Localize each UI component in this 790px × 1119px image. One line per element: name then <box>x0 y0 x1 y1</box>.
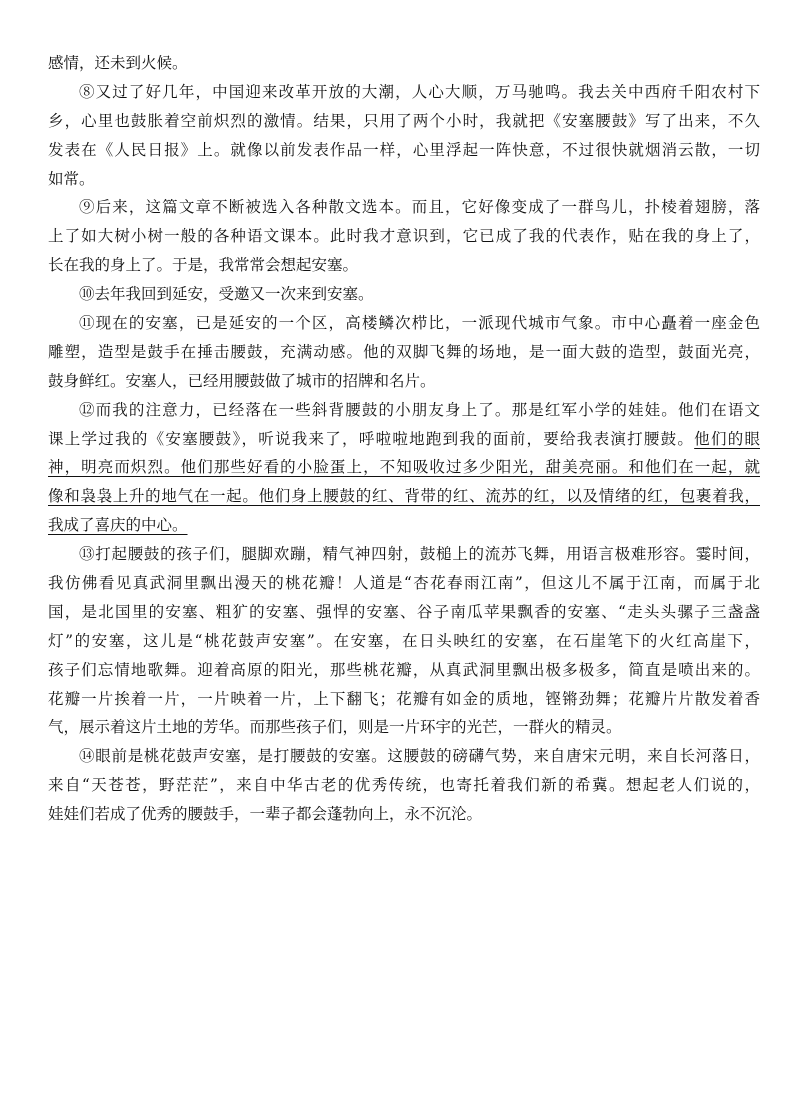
paragraph-line: ⑫而我的注意力，已经落在一些斜背腰鼓的小朋友身上了。那是红军小学的娃娃。他们在语文 <box>79 400 760 419</box>
underlined-passage-end: 我成了喜庆的中心。 <box>48 516 188 535</box>
paragraph-8 <box>48 78 760 194</box>
paragraph-line: 孩子们忘情地歌舞。迎着高原的阳光，那些桃花瓣，从真武洞里飘出极多极多，简直是喷出来的。 <box>48 660 760 679</box>
paragraph-line: 乡，心里也鼓胀着空前炽烈的激情。结果，只用了两个小时，我就把《安塞腰鼓》写了出来，不久 <box>48 111 760 130</box>
paragraph-line: 来自“天苍苍，野茫茫”，来自中华古老的优秀传统，也寄托着我们新的希冀。想起老人们说的， <box>48 776 760 795</box>
paragraph-line: 上了如大树小树一般的各种语文课本。此时我才意识到，它已成了我的代表作，贴在我的身上了， <box>48 227 760 246</box>
paragraph-text: 课上学过我的《安塞腰鼓》，听说我来了，呼啦啦地跑到我的面前，要给我表演打腰鼓。 <box>48 429 695 448</box>
paragraph-12 <box>48 396 760 540</box>
paragraph-line: 我仿佛看见真武洞里飘出漫天的桃花瓣！人道是“杏花春雨江南”，但这儿不属于江南，而属于北 <box>48 574 760 593</box>
paragraph-11 <box>48 309 760 396</box>
paragraph-line: 气，展示着这片土地的芳华。而那些孩子们，则是一片环宇的光芒，一群火的精灵。 <box>48 718 622 737</box>
underlined-passage-line: 神，明亮而炽烈。他们那些好看的小脸蛋上，不知吸收过多少阳光，甜美亮丽。和他们在一起，就 <box>48 458 760 477</box>
paragraph-line: 鼓身鲜红。安塞人，已经用腰鼓做了城市的招牌和名片。 <box>48 371 436 390</box>
paragraph-line: ⑩去年我回到延安，受邀又一次来到安塞。 <box>79 285 374 304</box>
paragraph-line: ⑧又过了好几年，中国迎来改革开放的大潮，人心大顺，万马驰鸣。我去关中西府千阳农村下 <box>79 82 760 101</box>
paragraph-line: 如常。 <box>48 169 95 188</box>
paragraph-line <box>48 511 760 540</box>
paragraph-line: ⑪现在的安塞，已是延安的一个区，高楼鳞次栉比，一派现代城市气象。市中心矗着一座金色 <box>79 314 760 333</box>
paragraph-line: ⑬打起腰鼓的孩子们，腿脚欢蹦，精气神四射，鼓槌上的流苏飞舞，用语言极难形容。霎时间， <box>79 545 760 564</box>
paragraph-7-tail: 感情，还未到火候。 <box>48 54 188 72</box>
paragraph-line <box>48 425 760 454</box>
paragraph-13 <box>48 540 760 742</box>
article-body <box>48 49 760 829</box>
paragraph-line: 国，是北国里的安塞、粗犷的安塞、强悍的安塞、谷子南瓜苹果飘香的安塞、“走头头骡子三盏盏 <box>48 602 760 621</box>
paragraph-line: 灯”的安塞，这儿是“桃花鼓声安塞”。在安塞，在日头映红的安塞，在石崖笔下的火红高崖下， <box>48 631 760 650</box>
paragraph-line: ⑨后来，这篇文章不断被选入各种散文选本。而且，它好像变成了一群鸟儿，扑棱着翅膀，落 <box>79 198 760 217</box>
paragraph-9 <box>48 193 760 280</box>
underlined-passage-start: 他们的眼 <box>694 429 760 448</box>
paragraph-line: 长在我的身上了。于是，我常常会想起安塞。 <box>48 256 359 275</box>
paragraph-line: ⑭眼前是桃花鼓声安塞，是打腰鼓的安塞。这腰鼓的磅礴气势，来自唐宋元明，来自长河落日， <box>79 747 760 766</box>
paragraph-line: 娃娃们若成了优秀的腰鼓手，一辈子都会蓬勃向上，永不沉沦。 <box>48 805 483 824</box>
underlined-passage-line: 像和袅袅上升的地气在一起。他们身上腰鼓的红、背带的红、流苏的红，以及情绪的红，包裹着我， <box>48 487 760 506</box>
paragraph-line: 花瓣一片挨着一片，一片映着一片，上下翻飞；花瓣有如金的质地，铿锵劲舞；花瓣片片散发着香 <box>48 689 760 708</box>
paragraph-line: 雕塑，造型是鼓手在捶击腰鼓，充满动感。他的双脚飞舞的场地，是一面大鼓的造型，鼓面光亮， <box>48 342 760 361</box>
paragraph-10 <box>48 280 760 309</box>
paragraph-14 <box>48 742 760 829</box>
paragraph-line: 发表在《人民日报》上。就像以前发表作品一样，心里浮起一阵快意，不过很快就烟消云散，一切 <box>48 140 760 159</box>
